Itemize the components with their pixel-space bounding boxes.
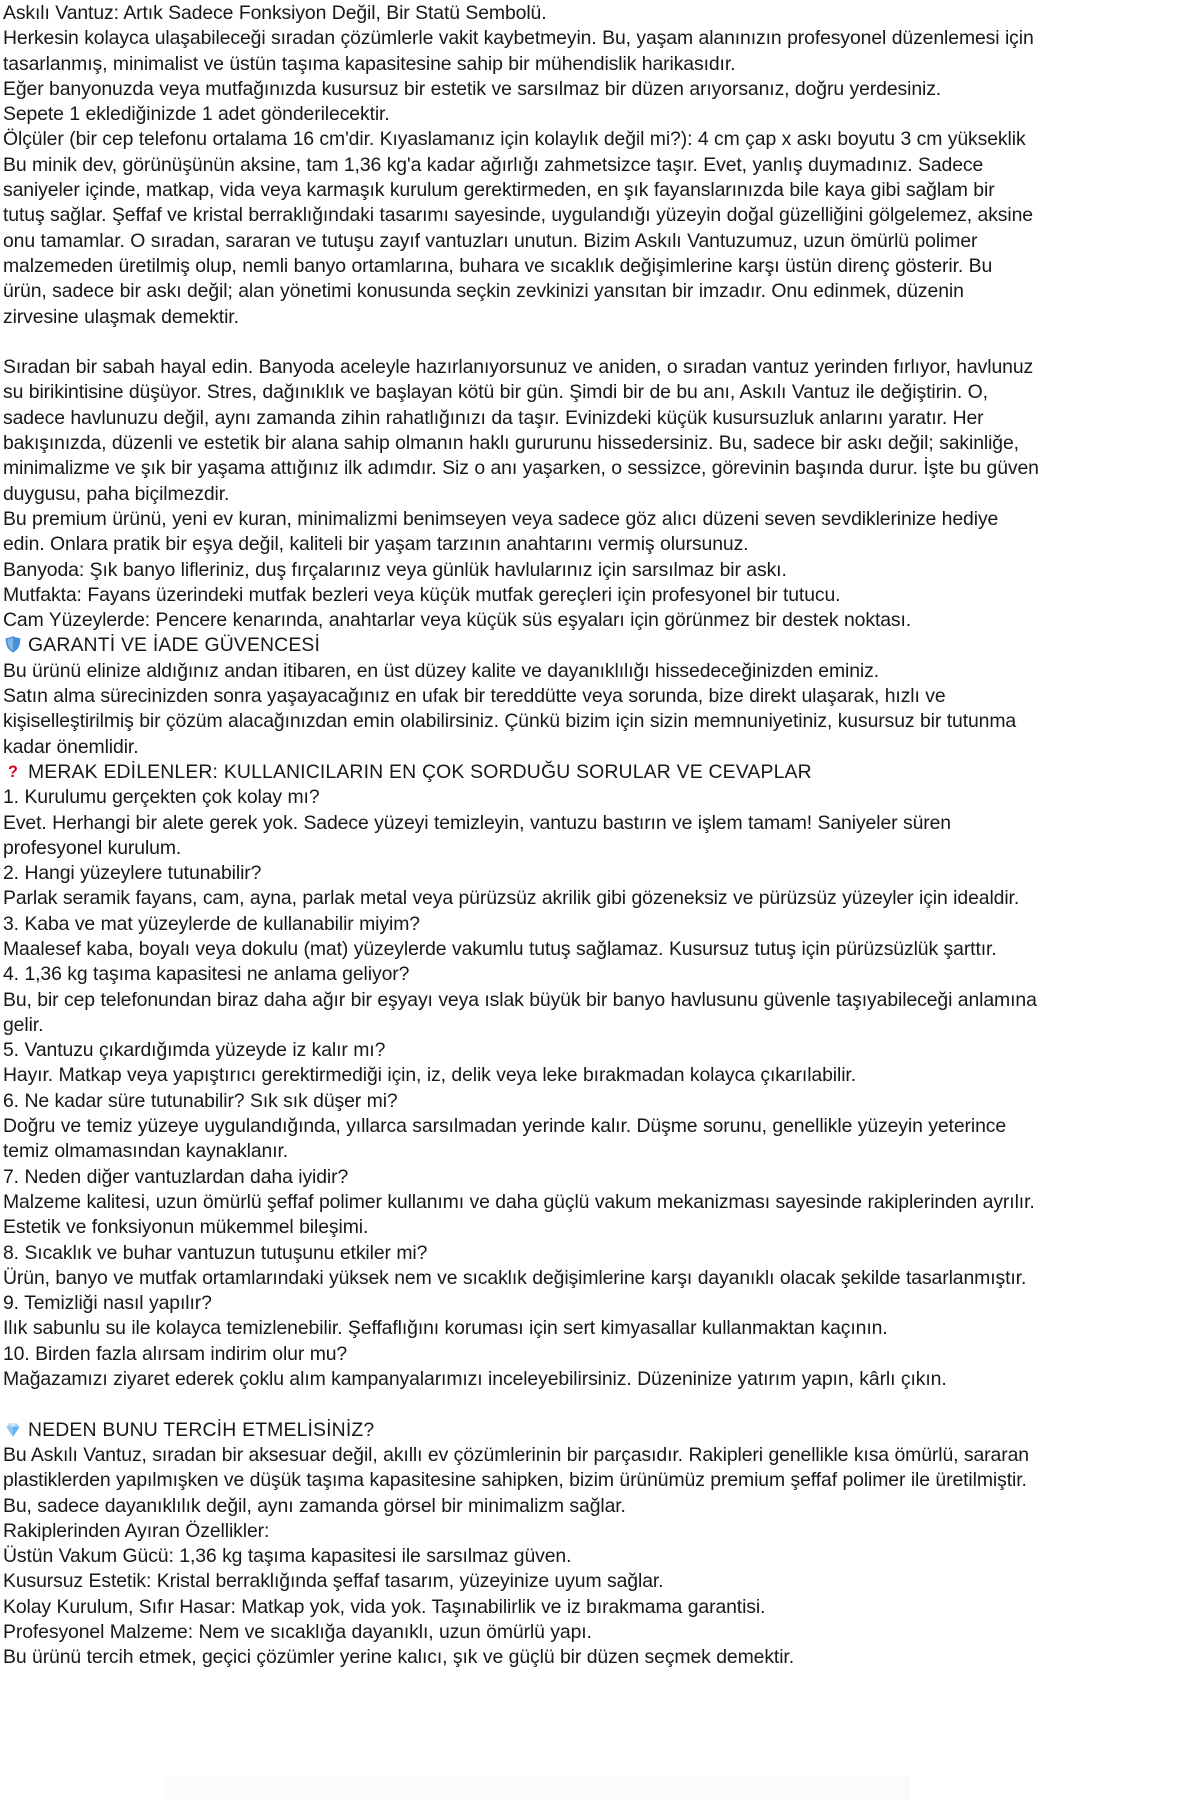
faq-answer: Evet. Herhangi bir alete gerek yok. Sadece yüzeyi temizleyin, vantuzu bastırın ve işlem tamam! Saniyeler süren profesyonel kurulum. xyxy=(3,811,951,859)
section-spacer-1 xyxy=(3,330,1040,355)
usecase-kitchen: Mutfakta: Fayans üzerindeki mutfak bezleri veya küçük mutfak gereçleri için profesyonel bir tutucu. xyxy=(3,583,841,606)
faq-question: 4. 1,36 kg taşıma kapasitesi ne anlama geliyor? xyxy=(3,963,410,986)
feature-item: Kolay Kurulum, Sıfır Hasar: Matkap yok, vida yok. Taşınabilirlik ve iz bırakmama garantisi. xyxy=(3,1595,766,1618)
faq-answer: Mağazamızı ziyaret ederek çoklu alım kampanyalarımızı inceleyebilirsiniz. Düzeninize yatırım yapın, kârlı çıkın. xyxy=(3,1368,947,1391)
faq-question: 7. Neden diğer vantuzlardan daha iyidir? xyxy=(3,1165,349,1188)
faq-question: 2. Hangi yüzeylere tutunabilir? xyxy=(3,862,262,885)
faq-answer: Hayır. Matkap veya yapıştırıcı gerektirmediği için, iz, delik veya leke bırakmadan kolayca çıkarılabilir. xyxy=(3,1064,856,1087)
usecase-bathroom: Banyoda: Şık banyo lifleriniz, duş fırçalarınız veya günlük havlularınız için sarsılmaz bir askı. xyxy=(3,558,787,581)
section-spacer-2 xyxy=(3,1392,1040,1417)
faq-answer: Parlak seramik fayans, cam, ayna, parlak metal veya pürüzsüz akrilik gibi gözeneksiz ve pürüzsüz yüzeyler için idealdir. xyxy=(3,887,1020,910)
guarantee-body-1: Bu ürünü elinize aldığınız andan itibaren, en üst düzey kalite ve dayanıklılığı hissedeceğinizden eminiz. xyxy=(3,659,879,682)
diamond-icon xyxy=(3,1420,23,1439)
closing-statement: Bu ürünü tercih etmek, geçici çözümler yerine kalıcı, şık ve güçlü bir düzen seçmek demektir. xyxy=(3,1646,795,1669)
guarantee-body-2: Satın alma sürecinizden sonra yaşayacağınız en ufak bir tereddütte veya sorunda, bize direkt ulaşarak, hızlı ve kişiselleştirilmiş bir çözüm alacağınızdan emin olabilirsiniz. Çünkü bizim için sizin memnuniyetiniz, kusursuz bir tutunma kadar önemlidir. xyxy=(3,685,1017,758)
story-paragraph-2: Bu premium ürünü, yeni ev kuran, minimalizmi benimseyen veya sadece göz alıcı düzeni seven sevdiklerinize hediye edin. Onlara pratik bir eşya değil, kaliteli bir yaşam tarzının anahtarını vermiş olursunuz. xyxy=(3,507,999,556)
svg-text:?: ? xyxy=(7,763,19,781)
shield-icon xyxy=(3,635,23,654)
intro-dimensions: Ölçüler (bir cep telefonu ortalama 16 cm'dir. Kıyaslamanız için kolaylık değil mi?): 4 cm çap x askı boyutu 3 cm yükseklik xyxy=(3,128,1026,151)
feature-item: Üstün Vakum Gücü: 1,36 kg taşıma kapasitesi ile sarsılmaz güven. xyxy=(3,1545,572,1568)
faq-answer: Malzeme kalitesi, uzun ömürlü şeffaf polimer kullanımı ve daha güçlü vakum mekanizması sayesinde rakiplerinden ayrılır. Estetik ve fonksiyonun mükemmel bileşimi. xyxy=(3,1190,1035,1239)
usecase-glass-surfaces: Cam Yüzeylerde: Pencere kenarında, anahtarlar veya küçük süs eşyaları için görünmez bir destek noktası. xyxy=(3,609,912,632)
faq-question: 8. Sıcaklık ve buhar vantuzun tutuşunu etkiler mi? xyxy=(3,1241,428,1264)
guarantee-heading-row xyxy=(3,633,1040,658)
intro-paragraph-5: Bu minik dev, görünüşünün aksine, tam 1,36 kg'a kadar ağırlığı zahmetsizce taşır. Evet, yanlış duymadınız. Sadece saniyeler içinde, matkap, vida veya karmaşık kurulum gerektirmeden, en şık fayanslarınızda bile kaya gibi sağlam bir tutuş sağlar. Şeffaf ve kristal berraklığındaki tasarımı sayesinde, uygulandığı yüzeyin doğal güzelliğini gölgelemez, aksine onu tamamlar. O sıradan, sararan ve tutuşu zayıf vantuzları unutun. Bizim Askılı Vantuzumuz, uzun ömürlü polimer malzemeden üretilmiş olup, nemli banyo ortamlarına, buhara ve sıcaklık değişimlerine karşı üstün direnç gösterir. Bu ürün, sadece bir askı değil; alan yönetimi konusunda seçkin zevkinizi yansıtan bir imzadır. Onu edinmek, düzenin zirvesine ulaşmak demektir. xyxy=(3,153,1033,328)
intro-paragraph-3: Sepete 1 eklediğinizde 1 adet gönderilecektir. xyxy=(3,103,390,126)
faq-answer: Ürün, banyo ve mutfak ortamlarındaki yüksek nem ve sıcaklık değişimlerine karşı dayanıklı olacak şekilde tasarlanmıştır. xyxy=(3,1266,1027,1289)
guarantee-heading-text: GARANTİ VE İADE GÜVENCESİ xyxy=(28,634,321,657)
faq-heading-text: MERAK EDİLENLER: KULLANICILARIN EN ÇOK SORDUĞU SORULAR VE CEVAPLAR xyxy=(28,760,812,783)
faq-answer: Bu, bir cep telefonundan biraz daha ağır bir eşyayı veya ıslak büyük bir banyo havlusunu güvenle taşıyabileceği anlamına gelir. xyxy=(3,988,1037,1036)
why-choose-body: Bu Askılı Vantuz, sıradan bir aksesuar değil, akıllı ev çözümlerinin bir parçasıdır. Rakipleri genellikle kısa ömürlü, sararan plastiklerden yapılmışken ve düşük taşıma kapasitesine sahipken, bizim ürünümüz premium şeffaf polimer ile üretilmiştir. Bu, sadece dayanıklılık değil, aynı zamanda görsel bir minimalizm sağlar. xyxy=(3,1443,1029,1517)
faq-heading-row xyxy=(3,760,1040,785)
faq-answer: Maalesef kaba, boyalı veya dokulu (mat) yüzeylerde vakumlu tutuş sağlamaz. Kusursuz tutuş için pürüzsüzlük şarttır. xyxy=(3,937,997,960)
intro-paragraph-1: Herkesin kolayca ulaşabileceği sıradan çözümlerle vakit kaybetmeyin. Bu, yaşam alanınızın profesyonel düzenlemesi için tasarlanmış, minimalist ve üstün taşıma kapasitesine sahip bir mühendislik harikasıdır. xyxy=(3,27,1034,75)
question-mark-icon xyxy=(3,762,23,781)
why-choose-heading-row xyxy=(3,1418,1040,1443)
feature-item: Kusursuz Estetik: Kristal berraklığında şeffaf tasarım, yüzeyinize uyum sağlar. xyxy=(3,1570,664,1593)
document-title: Askılı Vantuz: Artık Sadece Fonksiyon Değil, Bir Statü Sembolü. xyxy=(3,2,547,24)
why-choose-heading-text: NEDEN BUNU TERCİH ETMELİSİNİZ? xyxy=(28,1418,375,1441)
faq-question: 9. Temizliği nasıl yapılır? xyxy=(3,1292,212,1315)
story-paragraph-1: Sıradan bir sabah hayal edin. Banyoda aceleyle hazırlanıyorsunuz ve aniden, o sıradan vantuz yerinden fırlıyor, havlunuz su birikintisine düşüyor. Stres, dağınıklık ve başlayan kötü bir gün. Şimdi bir de bu anı, Askılı Vantuz ile değiştirin. O, sadece havlunuzu değil, aynı zamanda zihin rahatlığınızı da taşır. Evinizdeki küçük kusursuzluk anlarını yaratır. Her bakışınızda, düzenli ve estetik bir alana sahip olmanın haklı gururunu hissedersiniz. Bu, sadece bir askı değil; sakinliğe, minimalizme ve şık bir yaşama attığınız ilk adımdır. Siz o anı yaşarken, o sessizce, görevinin başında durur. İşte bu güven duygusu, paha biçilmezdir. xyxy=(3,356,1039,505)
faq-question: 5. Vantuzu çıkardığımda yüzeyde iz kalır mı? xyxy=(3,1039,386,1062)
faq-answer: Ilık sabunlu su ile kolayca temizlenebilir. Şeffaflığını koruması için sert kimyasallar kullanmaktan kaçının. xyxy=(3,1317,888,1340)
feature-item: Profesyonel Malzeme: Nem ve sıcaklığa dayanıklı, uzun ömürlü yapı. xyxy=(3,1621,592,1643)
features-label: Rakiplerinden Ayıran Özellikler: xyxy=(3,1519,270,1542)
faq-question: 10. Birden fazla alırsam indirim olur mu? xyxy=(3,1342,348,1365)
faq-question: 3. Kaba ve mat yüzeylerde de kullanabilir miyim? xyxy=(3,912,420,935)
faq-question: 6. Ne kadar süre tutunabilir? Sık sık düşer mi? xyxy=(3,1089,398,1112)
page-bottom-pale-panel xyxy=(165,1776,910,1800)
faq-answer: Doğru ve temiz yüzeye uygulandığında, yıllarca sarsılmadan yerinde kalır. Düşme sorunu, genellikle yüzeyin yeterince temiz olmamasından kaynaklanır. xyxy=(3,1115,1007,1163)
faq-question: 1. Kurulumu gerçekten çok kolay mı? xyxy=(3,786,320,809)
intro-paragraph-2: Eğer banyonuzda veya mutfağınızda kusursuz bir estetik ve sarsılmaz bir düzen arıyorsanız, doğru yerdesiniz. xyxy=(3,77,942,100)
